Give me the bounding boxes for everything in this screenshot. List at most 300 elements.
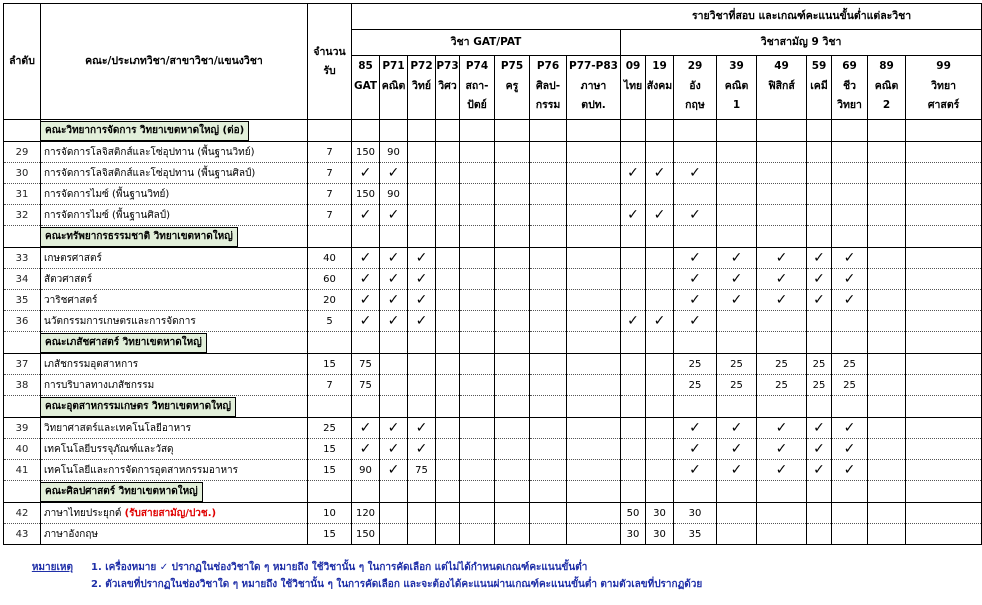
- check-mark-cell: ✓: [674, 290, 717, 311]
- min-score-cell: 35: [674, 524, 717, 545]
- seats-cell: 20: [308, 290, 352, 311]
- program-row: [4, 375, 982, 396]
- program-name-cell: [41, 524, 308, 545]
- check-mark-cell: ✓: [646, 311, 674, 332]
- row-number: 37: [4, 354, 41, 375]
- program-row: [4, 524, 982, 545]
- row-number: 42: [4, 503, 41, 524]
- program-name: การบริบาลทางเภสัชกรรม: [44, 379, 155, 391]
- empty-cell: [807, 524, 832, 545]
- check-mark-cell: ✓: [380, 205, 408, 226]
- empty-cell: [530, 311, 567, 332]
- empty-cell: [408, 184, 436, 205]
- subject-name-header: [380, 78, 408, 120]
- empty-cell: [646, 375, 674, 396]
- row-number: 39: [4, 418, 41, 439]
- empty-cell: [530, 460, 567, 481]
- empty-cell: [380, 375, 408, 396]
- min-score-cell: 50: [621, 503, 646, 524]
- empty-cell: [807, 205, 832, 226]
- subject-name-line1: วิทยา: [931, 79, 957, 92]
- empty-cell: [308, 396, 352, 418]
- program-row: [4, 439, 982, 460]
- row-number: 30: [4, 163, 41, 184]
- empty-cell: [832, 481, 868, 503]
- note-line-2: [3, 576, 939, 593]
- empty-cell: [868, 460, 906, 481]
- subject-name-line1: GAT: [353, 79, 378, 92]
- empty-cell: [868, 524, 906, 545]
- check-mark-cell: ✓: [674, 311, 717, 332]
- empty-cell: [868, 439, 906, 460]
- empty-cell: [646, 269, 674, 290]
- empty-cell: [621, 248, 646, 269]
- empty-cell: [460, 375, 495, 396]
- empty-cell: [906, 460, 982, 481]
- empty-cell: [495, 396, 530, 418]
- empty-cell: [757, 184, 807, 205]
- empty-cell: [832, 120, 868, 142]
- min-score-cell: 90: [380, 184, 408, 205]
- empty-cell: [646, 226, 674, 248]
- program-name-cell: [41, 184, 308, 205]
- empty-cell: [674, 142, 717, 163]
- empty-cell: [495, 332, 530, 354]
- check-mark-cell: ✓: [717, 269, 757, 290]
- empty-cell: [646, 439, 674, 460]
- seats-cell: 60: [308, 269, 352, 290]
- empty-cell: [436, 332, 460, 354]
- empty-cell: [408, 503, 436, 524]
- subject-name-line1: สังคม: [646, 79, 673, 92]
- empty-cell: [460, 205, 495, 226]
- empty-cell: [460, 163, 495, 184]
- empty-cell: [868, 269, 906, 290]
- row-number: 35: [4, 290, 41, 311]
- empty-cell: [717, 481, 757, 503]
- empty-cell: [495, 120, 530, 142]
- empty-cell: [567, 460, 621, 481]
- min-score-cell: 25: [757, 375, 807, 396]
- empty-cell: [352, 120, 380, 142]
- empty-cell: [4, 120, 41, 142]
- subject-name-header: [621, 78, 646, 120]
- empty-cell: [906, 142, 982, 163]
- program-name: เภสัชกรรมอุตสาหการ: [44, 358, 139, 370]
- empty-cell: [868, 418, 906, 439]
- check-mark-cell: ✓: [832, 460, 868, 481]
- seats-cell: 7: [308, 142, 352, 163]
- empty-cell: [436, 184, 460, 205]
- empty-cell: [436, 311, 460, 332]
- program-name-cell: [41, 142, 308, 163]
- empty-cell: [567, 205, 621, 226]
- program-row: [4, 418, 982, 439]
- empty-cell: [530, 248, 567, 269]
- empty-cell: [408, 524, 436, 545]
- empty-cell: [646, 396, 674, 418]
- check-mark-cell: ✓: [757, 290, 807, 311]
- subject-code-header: 09: [621, 56, 646, 78]
- empty-cell: [832, 205, 868, 226]
- empty-cell: [868, 184, 906, 205]
- empty-cell: [621, 226, 646, 248]
- seats-header-line2: รับ: [323, 64, 336, 77]
- check-mark-cell: ✓: [757, 418, 807, 439]
- program-name-cell: [41, 418, 308, 439]
- check-mark-cell: ✓: [380, 439, 408, 460]
- empty-cell: [436, 396, 460, 418]
- empty-cell: [832, 184, 868, 205]
- empty-cell: [717, 163, 757, 184]
- gatpat-group-header: วิชา GAT/PAT: [352, 30, 621, 56]
- empty-cell: [380, 354, 408, 375]
- subject-name-line1: ชีว: [842, 79, 857, 92]
- seats-cell: 15: [308, 439, 352, 460]
- seats-cell: 7: [308, 375, 352, 396]
- empty-cell: [717, 503, 757, 524]
- row-number: 43: [4, 524, 41, 545]
- subject-name-line1: อัง: [689, 79, 701, 92]
- check-mark-cell: ✓: [352, 311, 380, 332]
- empty-cell: [832, 332, 868, 354]
- empty-cell: [530, 332, 567, 354]
- score-criteria-table: [3, 3, 982, 545]
- check-mark-cell: ✓: [380, 290, 408, 311]
- empty-cell: [495, 142, 530, 163]
- empty-cell: [530, 120, 567, 142]
- empty-cell: [621, 460, 646, 481]
- subject-name-header: [717, 78, 757, 120]
- empty-cell: [868, 205, 906, 226]
- program-name-cell: [41, 205, 308, 226]
- empty-cell: [906, 226, 982, 248]
- empty-cell: [717, 120, 757, 142]
- program-name-cell: [41, 163, 308, 184]
- min-score-cell: 25: [674, 375, 717, 396]
- check-mark-cell: ✓: [807, 269, 832, 290]
- empty-cell: [495, 524, 530, 545]
- subject-code-header: 39: [717, 56, 757, 78]
- check-mark-cell: ✓: [832, 248, 868, 269]
- empty-cell: [530, 439, 567, 460]
- empty-cell: [807, 142, 832, 163]
- empty-cell: [646, 460, 674, 481]
- table-header: [4, 4, 982, 120]
- check-mark-cell: ✓: [674, 269, 717, 290]
- check-mark-cell: ✓: [832, 290, 868, 311]
- empty-cell: [674, 120, 717, 142]
- subject-name-header: [807, 78, 832, 120]
- subject-name-header: [906, 78, 982, 120]
- empty-cell: [460, 226, 495, 248]
- check-mark-cell: ✓: [646, 205, 674, 226]
- row-number: 38: [4, 375, 41, 396]
- empty-cell: [832, 142, 868, 163]
- program-row: [4, 269, 982, 290]
- empty-cell: [436, 503, 460, 524]
- empty-cell: [408, 120, 436, 142]
- subject-name-line2: ศาสตร์: [927, 98, 960, 111]
- subject-name-line1: ฟิสิกส์: [768, 79, 795, 92]
- empty-cell: [621, 120, 646, 142]
- empty-cell: [436, 460, 460, 481]
- check-mark-cell: ✓: [832, 269, 868, 290]
- empty-cell: [906, 396, 982, 418]
- empty-cell: [436, 418, 460, 439]
- empty-cell: [352, 396, 380, 418]
- empty-cell: [530, 354, 567, 375]
- empty-cell: [906, 184, 982, 205]
- empty-cell: [906, 354, 982, 375]
- subject-name-header: [757, 78, 807, 120]
- empty-cell: [832, 503, 868, 524]
- seats-cell: 15: [308, 524, 352, 545]
- check-mark-cell: ✓: [380, 269, 408, 290]
- empty-cell: [868, 396, 906, 418]
- min-score-cell: 25: [832, 375, 868, 396]
- check-mark-cell: ✓: [621, 163, 646, 184]
- empty-cell: [436, 163, 460, 184]
- empty-cell: [460, 481, 495, 503]
- empty-cell: [674, 184, 717, 205]
- empty-cell: [807, 396, 832, 418]
- empty-cell: [460, 332, 495, 354]
- program-row: [4, 184, 982, 205]
- empty-cell: [906, 163, 982, 184]
- check-mark-cell: ✓: [832, 439, 868, 460]
- empty-cell: [906, 205, 982, 226]
- check-mark-cell: ✓: [380, 163, 408, 184]
- empty-cell: [567, 354, 621, 375]
- min-score-cell: 150: [352, 524, 380, 545]
- empty-cell: [757, 226, 807, 248]
- empty-cell: [674, 396, 717, 418]
- empty-cell: [4, 481, 41, 503]
- empty-cell: [436, 226, 460, 248]
- empty-cell: [530, 396, 567, 418]
- empty-cell: [646, 184, 674, 205]
- empty-cell: [408, 332, 436, 354]
- empty-cell: [906, 248, 982, 269]
- empty-cell: [757, 503, 807, 524]
- empty-cell: [460, 524, 495, 545]
- empty-cell: [906, 290, 982, 311]
- empty-cell: [4, 226, 41, 248]
- empty-cell: [621, 481, 646, 503]
- check-mark-cell: ✓: [674, 418, 717, 439]
- empty-cell: [807, 311, 832, 332]
- check-mark-cell: ✓: [757, 248, 807, 269]
- faculty-name: คณะศิลปศาสตร์ วิทยาเขตหาดใหญ่: [40, 482, 203, 502]
- check-mark-cell: ✓: [352, 163, 380, 184]
- faculty-name-cell: [41, 396, 308, 418]
- empty-cell: [646, 418, 674, 439]
- note-2-text: 2. ตัวเลขที่ปรากฏในช่องวิชาใด ๆ หมายถึง ใช้วิชานั้น ๆ ในการคัดเลือก และจะต้องได้คะแนนผ่านเกณฑ์คะแนนขั้นต่ำ ตามตัวเลขที่ปรากฏด้วย: [91, 579, 703, 590]
- empty-cell: [567, 396, 621, 418]
- empty-cell: [832, 311, 868, 332]
- empty-cell: [757, 311, 807, 332]
- empty-cell: [621, 142, 646, 163]
- note-1-text: 1. เครื่องหมาย ✓ ปรากฏในช่องวิชาใด ๆ หมายถึง ใช้วิชานั้น ๆ ในการคัดเลือก แต่ไม่ได้กำหนดเกณฑ์คะแนนขั้นต่ำ: [91, 562, 588, 573]
- empty-cell: [868, 226, 906, 248]
- empty-cell: [4, 332, 41, 354]
- empty-cell: [495, 481, 530, 503]
- empty-cell: [757, 396, 807, 418]
- program-name: เทคโนโลยีบรรจุภัณฑ์และวัสดุ: [44, 443, 174, 455]
- subject-name-line1: วิทย์: [412, 79, 431, 92]
- empty-cell: [352, 332, 380, 354]
- program-name: วิทยาศาสตร์และเทคโนโลยีอาหาร: [44, 422, 192, 434]
- min-score-cell: 25: [674, 354, 717, 375]
- empty-cell: [832, 396, 868, 418]
- min-score-cell: 75: [352, 354, 380, 375]
- check-mark-cell: ✓: [408, 290, 436, 311]
- empty-cell: [621, 375, 646, 396]
- program-row: [4, 142, 982, 163]
- empty-cell: [460, 439, 495, 460]
- empty-cell: [906, 418, 982, 439]
- empty-cell: [646, 332, 674, 354]
- row-number: 41: [4, 460, 41, 481]
- check-mark-cell: ✓: [380, 460, 408, 481]
- program-name: ภาษาไทยประยุกต์: [44, 507, 122, 519]
- empty-cell: [352, 226, 380, 248]
- empty-cell: [495, 460, 530, 481]
- check-mark-cell: ✓: [408, 439, 436, 460]
- empty-cell: [530, 375, 567, 396]
- program-name-cell: [41, 354, 308, 375]
- subject-name-line1: สถา-: [465, 79, 489, 92]
- empty-cell: [646, 481, 674, 503]
- empty-cell: [646, 142, 674, 163]
- empty-cell: [567, 332, 621, 354]
- empty-cell: [621, 439, 646, 460]
- subject-name-line2: ปัตย์: [467, 98, 487, 111]
- empty-cell: [460, 503, 495, 524]
- empty-cell: [757, 481, 807, 503]
- empty-cell: [717, 226, 757, 248]
- empty-cell: [436, 439, 460, 460]
- program-name: นวัตกรรมการเกษตรและการจัดการ: [44, 315, 196, 327]
- empty-cell: [567, 524, 621, 545]
- empty-cell: [460, 120, 495, 142]
- empty-cell: [567, 375, 621, 396]
- check-mark-cell: ✓: [674, 460, 717, 481]
- subject-code-header: P71: [380, 56, 408, 78]
- faculty-name-cell: [41, 226, 308, 248]
- subject-name-header: [530, 78, 567, 120]
- empty-cell: [567, 481, 621, 503]
- empty-cell: [717, 142, 757, 163]
- subject-code-header: 89: [868, 56, 906, 78]
- faculty-name-cell: [41, 120, 308, 142]
- check-mark-cell: ✓: [832, 418, 868, 439]
- program-name: เกษตรศาสตร์: [44, 252, 102, 264]
- empty-cell: [567, 290, 621, 311]
- empty-cell: [530, 481, 567, 503]
- empty-cell: [380, 503, 408, 524]
- faculty-name-cell: [41, 332, 308, 354]
- subject-name-header: [646, 78, 674, 120]
- faculty-heading-row: [4, 226, 982, 248]
- min-score-cell: 30: [646, 503, 674, 524]
- subject-name-line1: ศิลป-: [535, 79, 561, 92]
- empty-cell: [460, 418, 495, 439]
- empty-cell: [674, 332, 717, 354]
- notes-label: หมายเหตุ: [31, 562, 73, 573]
- empty-cell: [530, 142, 567, 163]
- empty-cell: [868, 503, 906, 524]
- empty-cell: [530, 226, 567, 248]
- seats-cell: 40: [308, 248, 352, 269]
- empty-cell: [567, 311, 621, 332]
- seats-cell: 15: [308, 460, 352, 481]
- check-mark-cell: ✓: [717, 248, 757, 269]
- empty-cell: [495, 439, 530, 460]
- empty-cell: [567, 418, 621, 439]
- subject-code-header: 99: [906, 56, 982, 78]
- empty-cell: [868, 375, 906, 396]
- empty-cell: [530, 418, 567, 439]
- empty-cell: [352, 481, 380, 503]
- empty-cell: [674, 481, 717, 503]
- program-name: การจัดการโลจิสติกส์และโซ่อุปทาน (พื้นฐานวิทย์): [44, 146, 255, 158]
- subject-name-header: [868, 78, 906, 120]
- check-mark-cell: ✓: [408, 418, 436, 439]
- program-name: วาริชศาสตร์: [44, 294, 98, 306]
- subject-code-header: 85: [352, 56, 380, 78]
- empty-cell: [906, 375, 982, 396]
- seats-cell: 7: [308, 163, 352, 184]
- seats-cell: 10: [308, 503, 352, 524]
- subject-code-header: P73: [436, 56, 460, 78]
- subject-code-header: P76: [530, 56, 567, 78]
- seats-cell: 5: [308, 311, 352, 332]
- check-mark-cell: ✓: [674, 439, 717, 460]
- row-number: 29: [4, 142, 41, 163]
- common-subjects-group-header: วิชาสามัญ 9 วิชา: [621, 30, 982, 56]
- check-mark-cell: ✓: [352, 248, 380, 269]
- empty-cell: [495, 163, 530, 184]
- empty-cell: [408, 163, 436, 184]
- empty-cell: [495, 205, 530, 226]
- min-score-cell: 120: [352, 503, 380, 524]
- program-row: [4, 311, 982, 332]
- empty-cell: [436, 524, 460, 545]
- empty-cell: [495, 290, 530, 311]
- subject-name-line1: วิศว: [438, 79, 457, 92]
- subject-code-header: P77-P83: [567, 56, 621, 78]
- empty-cell: [621, 184, 646, 205]
- row-number: 36: [4, 311, 41, 332]
- empty-cell: [495, 184, 530, 205]
- check-mark-cell: ✓: [807, 460, 832, 481]
- min-score-cell: 25: [807, 354, 832, 375]
- empty-cell: [807, 481, 832, 503]
- empty-cell: [408, 396, 436, 418]
- empty-cell: [436, 248, 460, 269]
- empty-cell: [4, 396, 41, 418]
- subject-code-header: P74: [460, 56, 495, 78]
- faculty-heading-row: [4, 481, 982, 503]
- program-row: [4, 248, 982, 269]
- empty-cell: [621, 354, 646, 375]
- subject-name-header: [436, 78, 460, 120]
- empty-cell: [308, 226, 352, 248]
- empty-cell: [530, 503, 567, 524]
- empty-cell: [807, 226, 832, 248]
